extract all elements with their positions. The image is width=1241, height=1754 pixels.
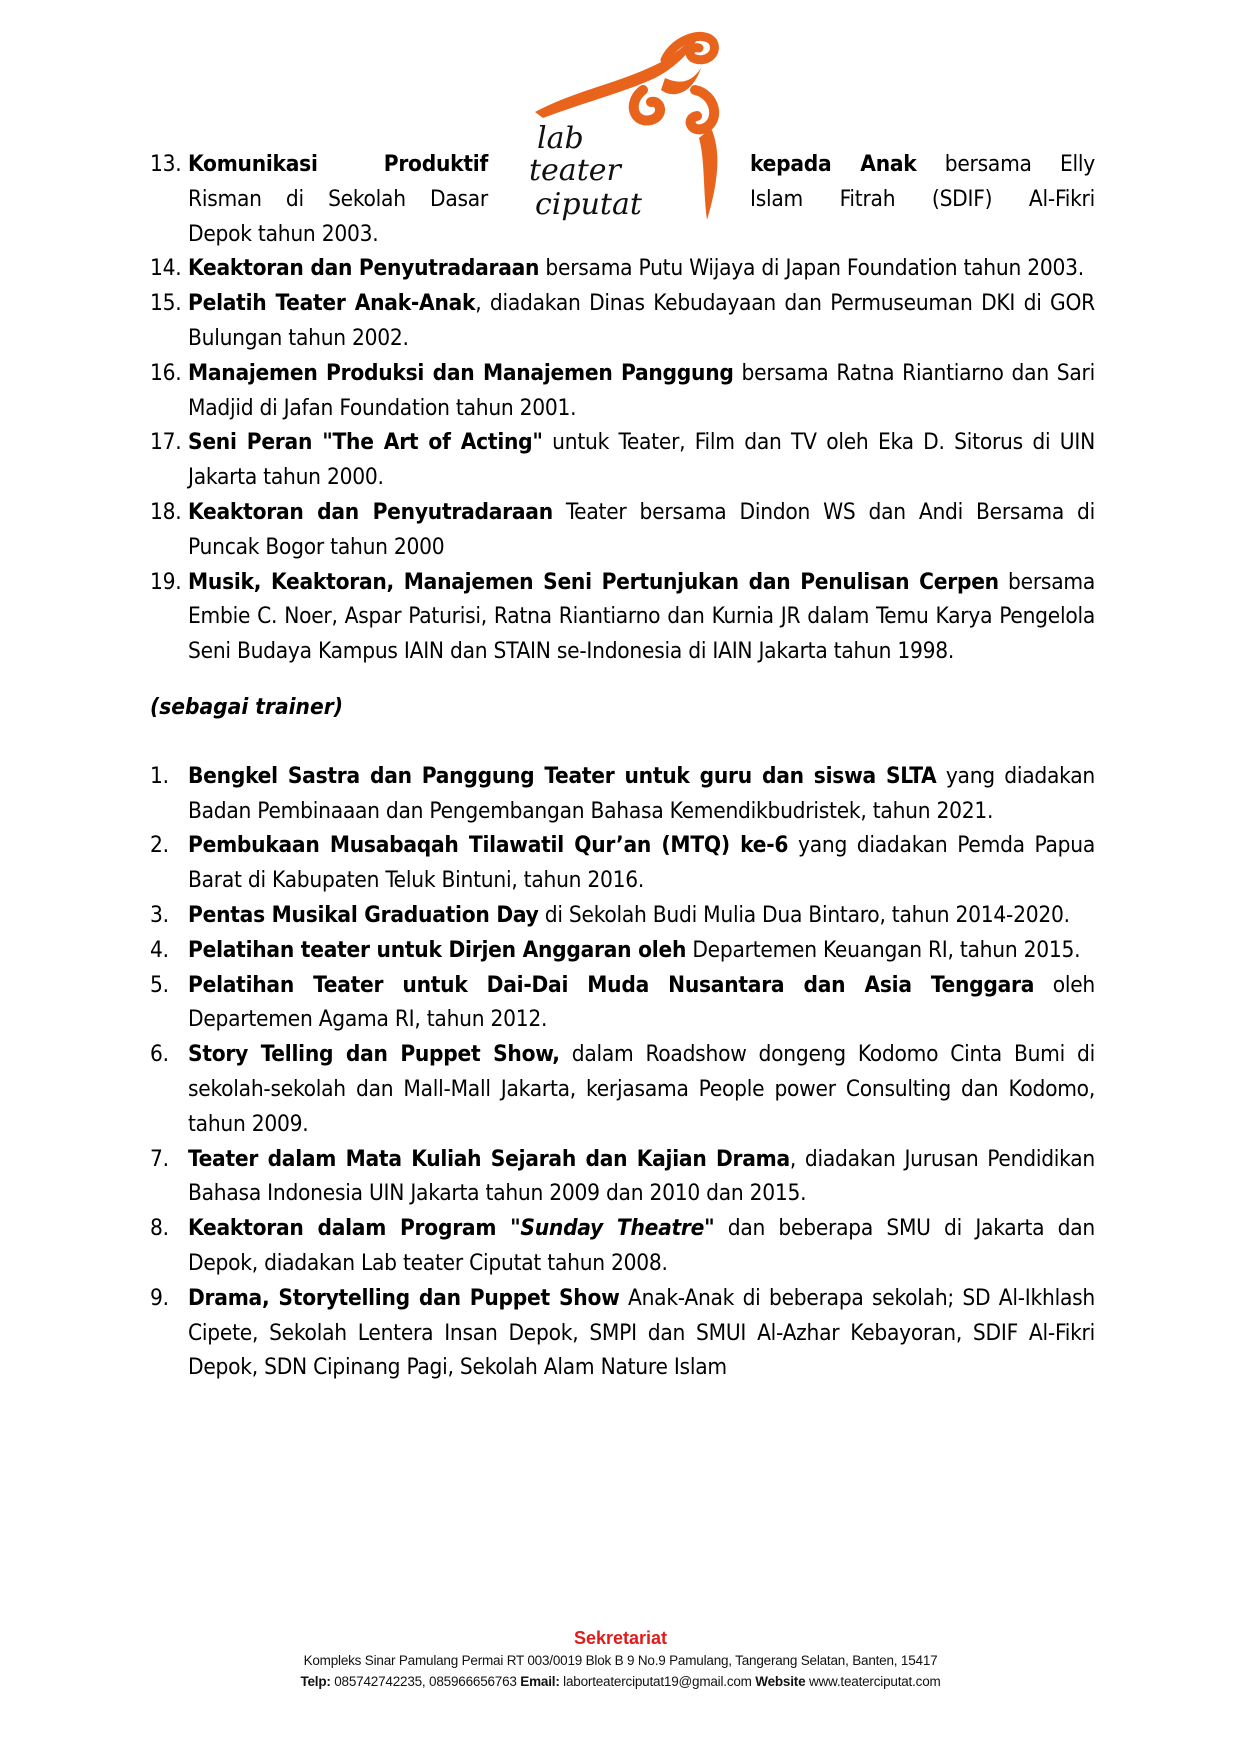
logo-flourish-curl-left xyxy=(634,90,660,120)
list-item xyxy=(150,425,1095,495)
list-item-title: Pelatihan Teater untuk Dai-Dai Muda Nusantara dan Asia Tenggara xyxy=(188,971,1035,998)
email-address[interactable]: laborteaterciputat19@gmail.com xyxy=(559,1674,756,1689)
phone-numbers: 085742742235, 085966656763 xyxy=(330,1674,521,1689)
list-item xyxy=(150,356,1095,426)
list-item xyxy=(150,1281,1095,1385)
list-item-title: Pelatih Teater Anak-Anak xyxy=(188,290,476,317)
list-item-title: Pentas Musikal Graduation Day xyxy=(188,901,539,928)
list-item-detail: Risman di Sekolah Dasar xyxy=(188,185,488,212)
list-item xyxy=(150,759,1095,829)
list-item-title: Keaktoran dan Penyutradaraan xyxy=(188,255,540,282)
list-item-detail: di Sekolah Budi Mulia Dua Bintaro, tahun 2014-2020. xyxy=(538,901,1070,928)
list-item-detail: bersama Ratna Riantiarno dan Sari Madjid di Jafan Foundation tahun 2001. xyxy=(188,359,1095,421)
list-item-detail: bersama Elly xyxy=(916,151,1095,177)
logo-text-lab: lab xyxy=(537,121,584,156)
list-item-detail: Islam Fitrah (SDIF) Al-Fikri xyxy=(750,185,1095,212)
document-body xyxy=(150,147,1095,1385)
list-item-number: 6. xyxy=(150,1041,169,1068)
list-item-title: Seni Peran "The Art of Acting" xyxy=(188,429,543,456)
list-item-detail: dalam Roadshow dongeng Kodomo Cinta Bumi di sekolah-sekolah dan Mall-Mall Jakarta, kerjasama People power Consulting dan Kodomo, tahun 2009. xyxy=(188,1041,1096,1137)
logo-text-teater: teater xyxy=(529,153,621,188)
website-link[interactable]: www.teaterciputat.com xyxy=(805,1674,941,1689)
list-item-title: Keaktoran dan Penyutradaraan xyxy=(188,498,553,525)
list-item-detail: yang diadakan Badan Pembinaaan dan Pengembangan Bahasa Kemendikbudristek, tahun 2021. xyxy=(188,762,1095,824)
phone-label: Telp: xyxy=(300,1674,331,1689)
list-item-detail: dan beberapa SMU di Jakarta dan Depok, diadakan Lab teater Ciputat tahun 2008. xyxy=(188,1215,1095,1276)
list-item-detail: Depok tahun 2003. xyxy=(188,220,379,247)
list-item xyxy=(150,1211,1095,1281)
list-item xyxy=(150,1037,1095,1141)
list-item-number: 4. xyxy=(150,936,169,963)
list-item-detail: bersama Putu Wijaya di Japan Foundation tahun 2003. xyxy=(539,255,1084,282)
section-heading-trainer: (sebagai trainer) xyxy=(150,693,343,720)
list-item-number: 18. xyxy=(150,498,182,525)
list-item xyxy=(150,251,1095,286)
list-item xyxy=(150,495,1095,565)
list-item-title: Musik, Keaktoran, Manajemen Seni Pertunjukan dan Penulisan Cerpen xyxy=(188,568,999,595)
footer-address: Kompleks Sinar Pamulang Permai RT 003/0019 Blok B 9 No.9 Pamulang, Tangerang Selatan, Banten, 15417 xyxy=(303,1653,938,1668)
list-item-title: Story Telling dan Puppet Show, xyxy=(188,1041,560,1068)
list-item-detail: Teater bersama Dindon WS dan Andi Bersama di Puncak Bogor tahun 2000 xyxy=(188,498,1095,560)
list-item-title: Bengkel Sastra dan Panggung Teater untuk guru dan siswa SLTA xyxy=(188,762,937,789)
list-item-number: 13. xyxy=(150,151,182,177)
list-item-number: 1. xyxy=(150,762,169,789)
list-item-title: Pembukaan Musabaqah Tilawatil Qur’an (MTQ) ke-6 xyxy=(188,832,789,859)
list-item-number: 14. xyxy=(150,255,182,282)
list-item-number: 9. xyxy=(150,1284,169,1311)
list-item-text-right xyxy=(750,147,1095,182)
list-item-title: Manajemen Produksi dan Manajemen Panggung xyxy=(188,359,734,386)
list-item-number: 15. xyxy=(150,290,182,317)
list-item-detail: untuk Teater, Film dan TV oleh Eka D. Sitorus di UIN Jakarta tahun 2000. xyxy=(188,429,1095,491)
footer-contact xyxy=(0,1671,1241,1692)
list-item-number: 7. xyxy=(150,1145,169,1172)
list-item-title: Teater dalam Mata Kuliah Sejarah dan Kajian Drama xyxy=(188,1145,790,1172)
list-item-title: Pelatihan teater untuk Dirjen Anggaran oleh xyxy=(188,936,687,963)
list-item xyxy=(150,898,1095,933)
list-item-detail: bersama Embie C. Noer, Aspar Paturisi, Ratna Riantiarno dan Kurnia JR dalam Temu Karya Pengelola Seni Budaya Kampus IAIN dan STAIN se-Indonesia di IAIN Jakarta tahun 1998. xyxy=(188,568,1095,665)
list-item xyxy=(150,1142,1095,1212)
list-item-detail: oleh Departemen Agama RI, tahun 2012. xyxy=(188,971,1095,1033)
list-item-number: 16. xyxy=(150,359,182,386)
list-item-title-italic: "Sunday Theatre" xyxy=(510,1215,715,1242)
list-item-detail: Anak-Anak di beberapa sekolah; SD Al-Ikhlash Cipete, Sekolah Lentera Insan Depok, SMPI dan SMUI Al-Azhar Kebayoran, SDIF Al-Fikri Depok, SDN Cipinang Pagi, Sekolah Alam Nature Islam xyxy=(188,1284,1095,1381)
email-label: Email: xyxy=(520,1674,560,1689)
list-item-number: 17. xyxy=(150,429,182,456)
logo-flourish-curl-right xyxy=(691,90,715,129)
footer-title: Sekretariat xyxy=(573,1628,668,1648)
list-item xyxy=(150,933,1095,968)
page-footer xyxy=(0,1626,1241,1692)
list-item-detail: Departemen Keuangan RI, tahun 2015. xyxy=(686,936,1081,963)
list-item-line xyxy=(188,182,1095,217)
list-item-line xyxy=(188,147,1095,182)
list-item xyxy=(150,968,1095,1038)
list-item-title: Keaktoran dalam Program xyxy=(188,1215,511,1242)
list-item-detail: , diadakan Jurusan Pendidikan Bahasa Indonesia UIN Jakarta tahun 2009 dan 2010 dan 2015. xyxy=(188,1145,1095,1207)
logo-text-ciputat: ciputat xyxy=(535,187,642,222)
list-item xyxy=(150,828,1095,898)
list-item-number: 8. xyxy=(150,1215,169,1242)
list-item-title-cont: kepada Anak xyxy=(750,151,917,177)
list-item-number: 19. xyxy=(150,568,182,595)
list-item-title: Komunikasi Produktif xyxy=(188,151,488,177)
list-item-number: 3. xyxy=(150,901,169,928)
list-item xyxy=(150,286,1095,356)
list-item-detail: yang diadakan Pemda Papua Barat di Kabupaten Teluk Bintuni, tahun 2016. xyxy=(188,832,1095,894)
list-item-number: 5. xyxy=(150,971,169,998)
list-item xyxy=(150,565,1095,669)
list-item xyxy=(150,147,1095,251)
list-item-number: 2. xyxy=(150,832,169,859)
list-item-title: Drama, Storytelling dan Puppet Show xyxy=(188,1284,620,1311)
website-label: Website xyxy=(755,1674,806,1689)
list-item-detail: , diadakan Dinas Kebudayaan dan Permuseuman DKI di GOR Bulungan tahun 2002. xyxy=(188,290,1095,351)
